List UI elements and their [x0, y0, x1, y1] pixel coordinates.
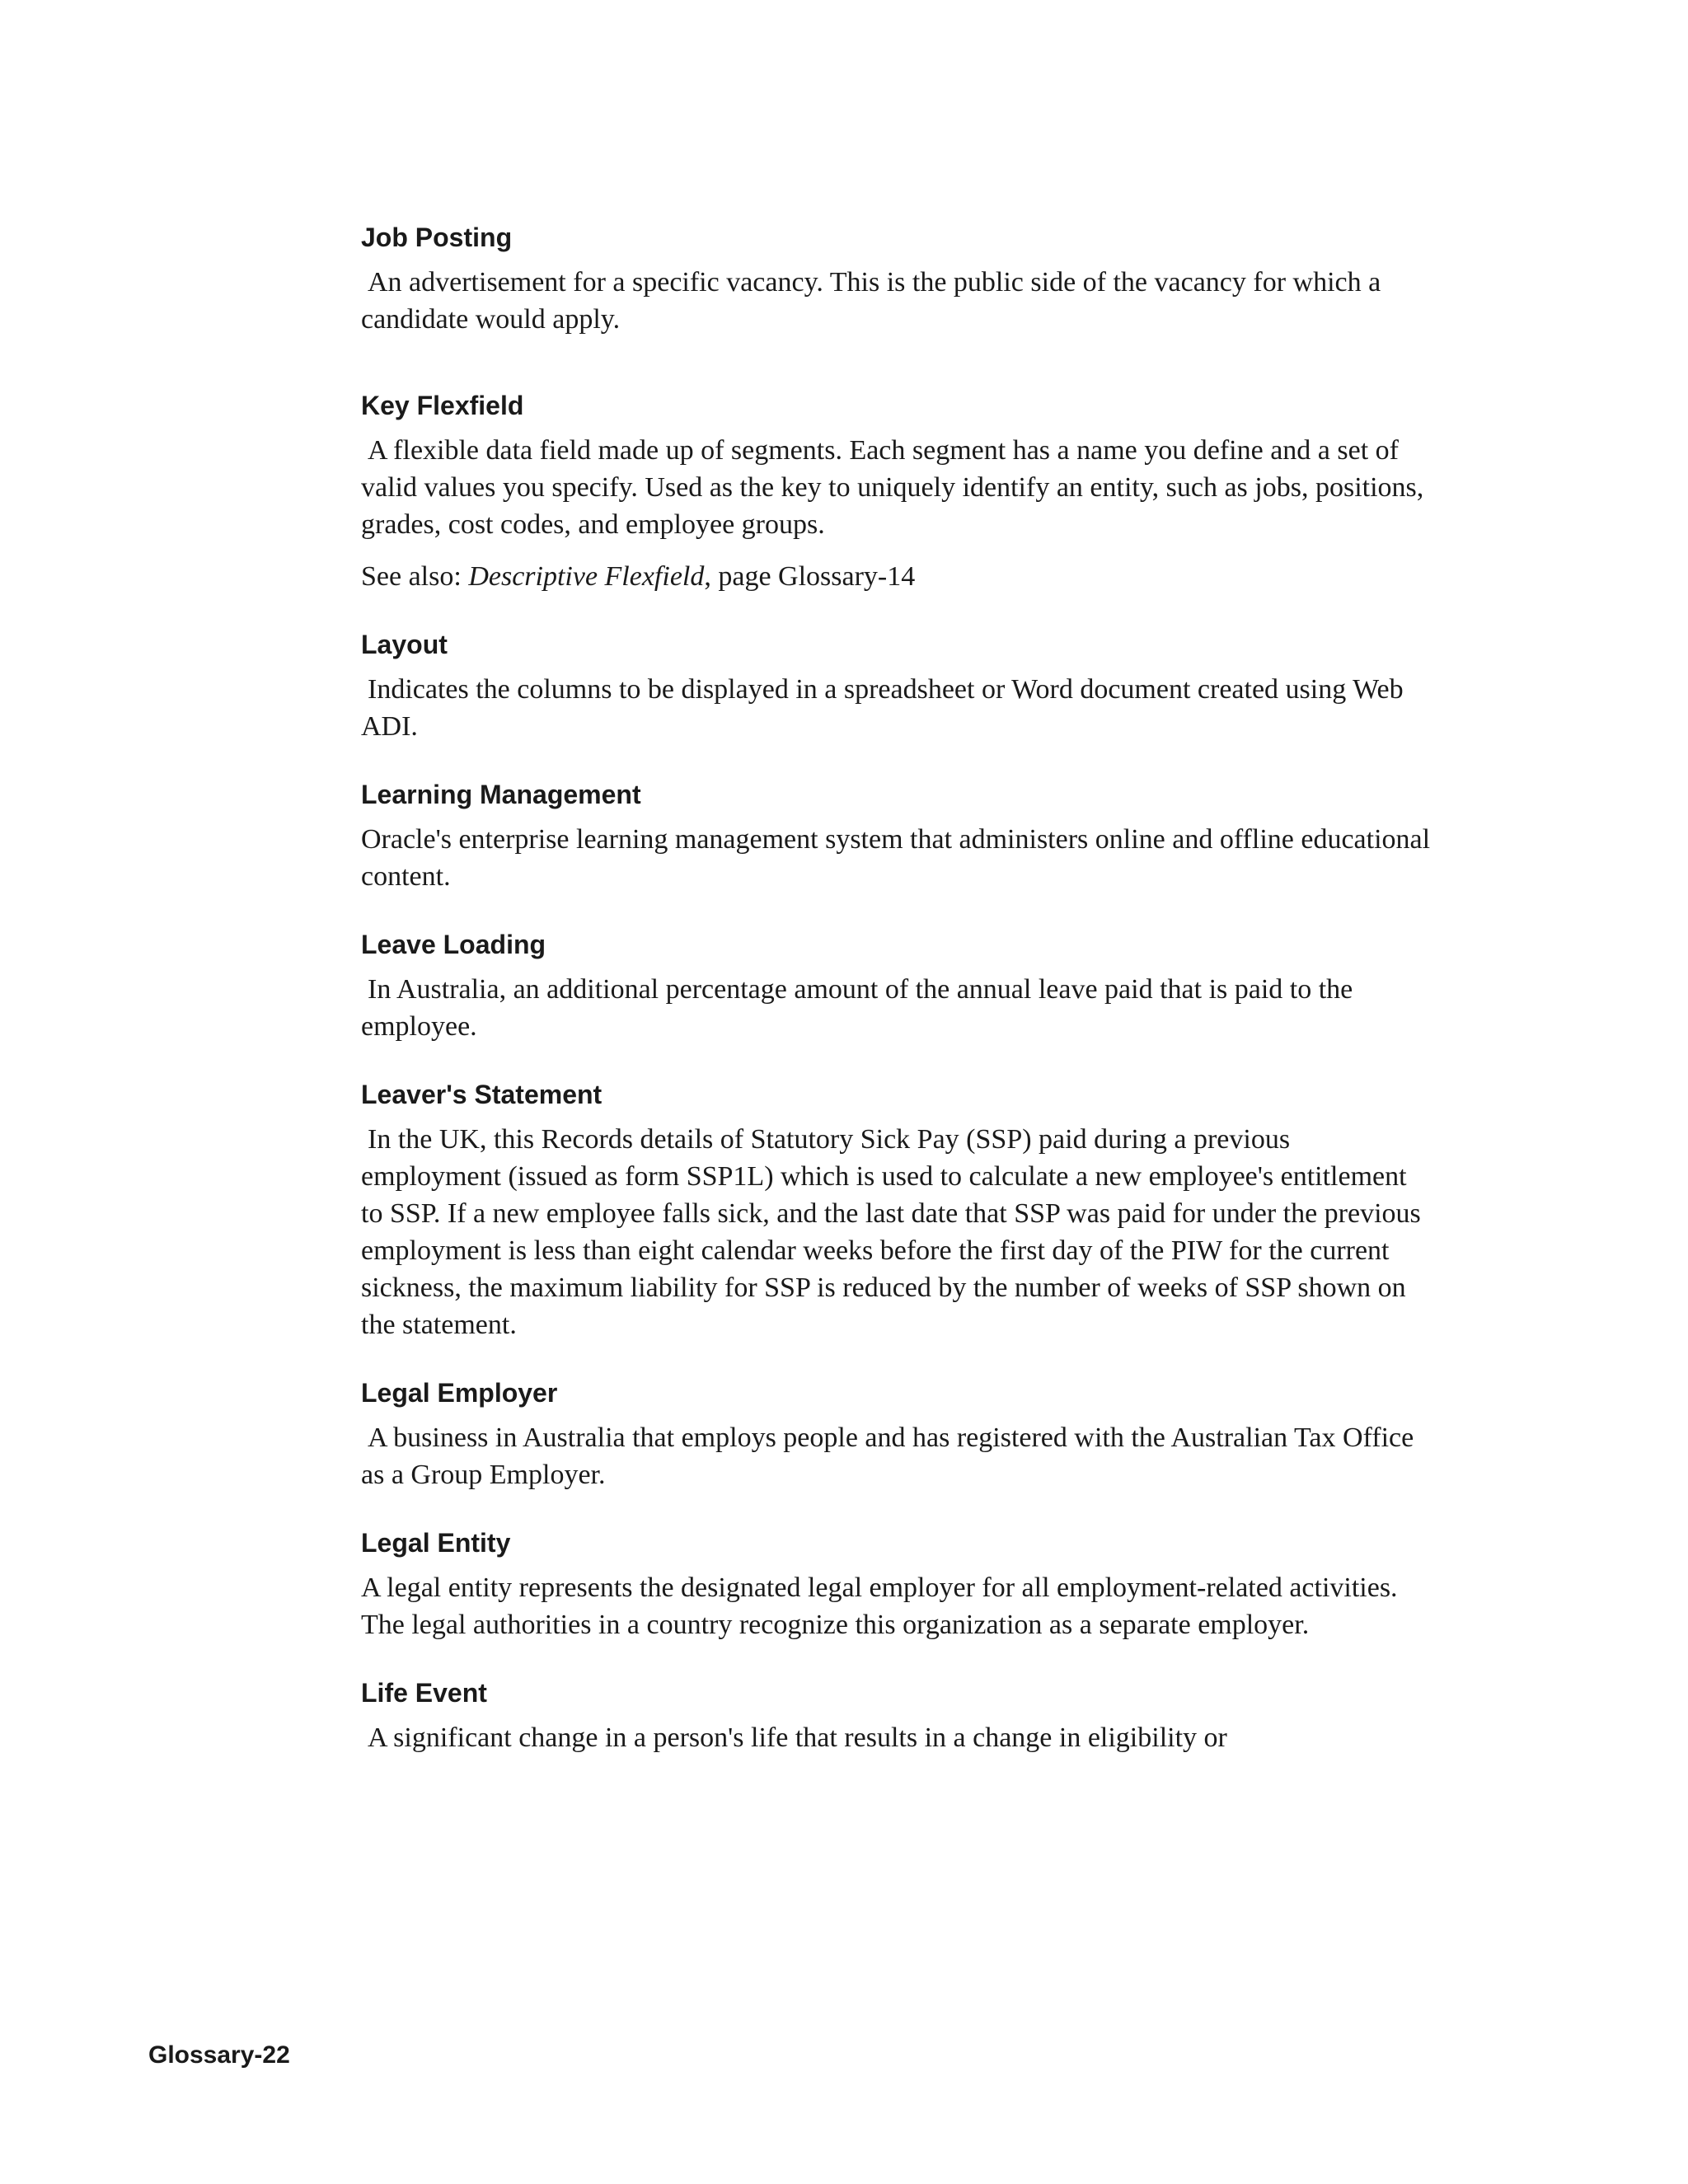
glossary-definition: In the UK, this Records details of Statutory Sick Pay (SSP) paid during a previous employment (issued as form SSP1L) which is used to calculate a new employee's entitlement to SSP. If a new employee falls sick, and the last date that SSP was paid for under the previous employment is less than eight calendar weeks before the first day of the PIW for the current sickness, the maximum liability for SSP is reduced by the number of weeks of SSP shown on the statement.	[361, 1124, 1421, 1340]
see-also-page: , page Glossary-14	[704, 561, 916, 592]
glossary-entry-leave-loading	[361, 928, 1432, 1045]
glossary-definition: A legal entity represents the designated legal employer for all employment-related activities. The legal authorities in a country recognize this organization as a separate employer.	[361, 1572, 1398, 1640]
glossary-term: Layout	[361, 630, 448, 659]
glossary-entry-legal-employer	[361, 1376, 1432, 1493]
glossary-entry-job-posting	[361, 221, 1432, 338]
glossary-term: Legal Employer	[361, 1378, 558, 1408]
see-also-link[interactable]: Descriptive Flexfield	[468, 561, 705, 592]
glossary-definition: An advertisement for a specific vacancy. This is the public side of the vacancy for which a candidate would apply.	[361, 267, 1381, 335]
glossary-content	[361, 221, 1432, 1756]
glossary-definition: A significant change in a person's life that results in a change in eligibility or	[368, 1722, 1227, 1753]
glossary-entry-life-event	[361, 1676, 1432, 1756]
glossary-entry-layout	[361, 628, 1432, 745]
glossary-definition: A business in Australia that employs people and has registered with the Australian Tax Office as a Group Employer.	[361, 1422, 1414, 1490]
glossary-term: Job Posting	[361, 223, 513, 252]
glossary-entry-legal-entity	[361, 1526, 1432, 1643]
see-also-reference	[361, 558, 1432, 595]
glossary-term: Leaver's Statement	[361, 1080, 603, 1109]
glossary-entry-learning-management	[361, 778, 1432, 895]
glossary-term: Life Event	[361, 1678, 487, 1708]
glossary-definition: Indicates the columns to be displayed in a spreadsheet or Word document created using Web ADI.	[361, 674, 1404, 742]
glossary-definition: In Australia, an additional percentage amount of the annual leave paid that is paid to the employee.	[361, 974, 1353, 1042]
glossary-term: Learning Management	[361, 780, 641, 809]
glossary-definition: Oracle's enterprise learning management system that administers online and offline educational content.	[361, 824, 1431, 892]
glossary-term: Key Flexfield	[361, 391, 524, 420]
glossary-entry-leavers-statement	[361, 1078, 1432, 1343]
see-also-prefix: See also:	[361, 561, 469, 592]
glossary-entry-key-flexfield	[361, 389, 1432, 595]
page-number: Glossary-22	[148, 2041, 290, 2069]
glossary-definition: A flexible data field made up of segments. Each segment has a name you define and a set of valid values you specify. Used as the key to uniquely identify an entity, such as jobs, positions, grades, cost codes, and employee groups.	[361, 435, 1424, 540]
glossary-term: Leave Loading	[361, 930, 546, 959]
glossary-term: Legal Entity	[361, 1528, 511, 1558]
